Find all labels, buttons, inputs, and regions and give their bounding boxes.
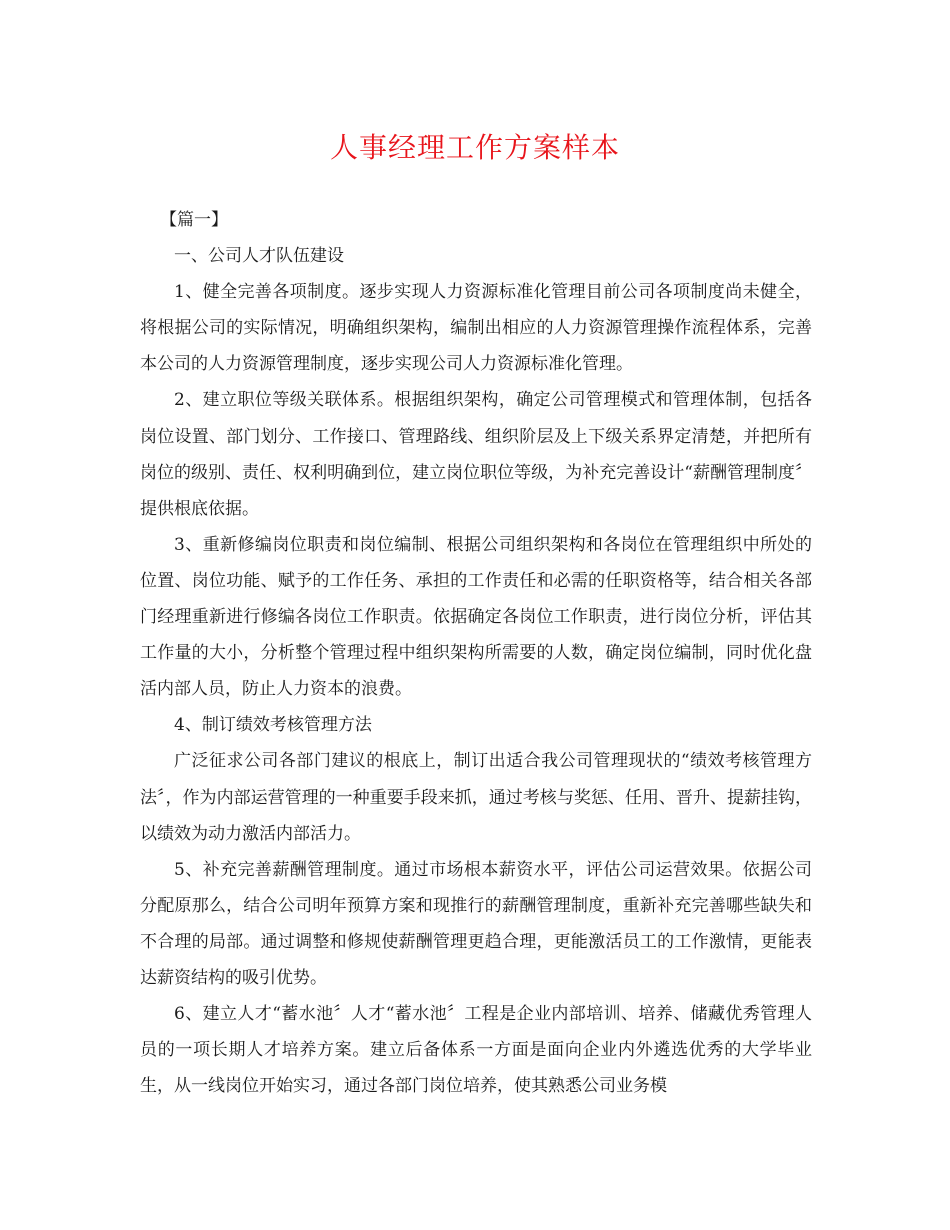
paragraph: 5、补充完善薪酬管理制度。通过市场根本薪资水平，评估公司运营效果。依据公司分配原那么，结合公司明年预算方案和现推行的薪酬管理制度，重新补充完善哪些缺失和不合理的局部。通过调整和修规使薪酬管理更趋合理，更能激活员工的工作激情，更能表达薪资结构的吸引优势。 — [140, 859, 812, 988]
document-body — [140, 202, 812, 1104]
paragraph: 6、建立人才“蓄水池〞人才“蓄水池〞工程是企业内部培训、培养、储藏优秀管理人员的一项长期人才培养方案。建立后备体系一方面是面向企业内外遴选优秀的大学毕业生，从一线岗位开始实习，通过各部门岗位培养，使其熟悉公司业务模 — [140, 1004, 812, 1097]
paragraph: 1、健全完善各项制度。逐步实现人力资源标准化管理目前公司各项制度尚未健全，将根据公司的实际情况，明确组织架构，编制出相应的人力资源管理操作流程体系，完善本公司的人力资源管理制度，逐步实现公司人力资源标准化管理。 — [140, 282, 812, 375]
section-heading: 【篇一】 — [160, 210, 228, 230]
paragraph: 3、重新修编岗位职责和岗位编制、根据公司组织架构和各岗位在管理组织中所处的位置、岗位功能、赋予的工作任务、承担的工作责任和必需的任职资格等，结合相关各部门经理重新进行修编各岗位工作职责。依据确定各岗位工作职责，进行岗位分析，评估其工作量的大小，分析整个管理过程中组织架构所需要的人数，确定岗位编制，同时优化盘活内部人员，防止人力资本的浪费。 — [140, 534, 812, 700]
subsection-heading: 一、公司人才队伍建设 — [174, 246, 344, 267]
paragraph: 广泛征求公司各部门建议的根底上，制订出适合我公司管理现状的“绩效考核管理方法〞，作为内部运营管理的一种重要手段来抓，通过考核与奖惩、任用、晋升、提薪挂钩，以绩效为动力激活内部活力。 — [140, 751, 812, 844]
paragraph: 4、制订绩效考核管理方法 — [174, 715, 372, 736]
paragraph: 2、建立职位等级关联体系。根据组织架构，确定公司管理模式和管理体制，包括各岗位设置、部门划分、工作接口、管理路线、组织阶层及上下级关系界定清楚，并把所有岗位的级别、责任、权利明确到位，建立岗位职位等级，为补充完善设计“薪酬管理制度〞提供根底依据。 — [140, 390, 812, 519]
document-title: 人事经理工作方案样本 — [329, 131, 620, 164]
